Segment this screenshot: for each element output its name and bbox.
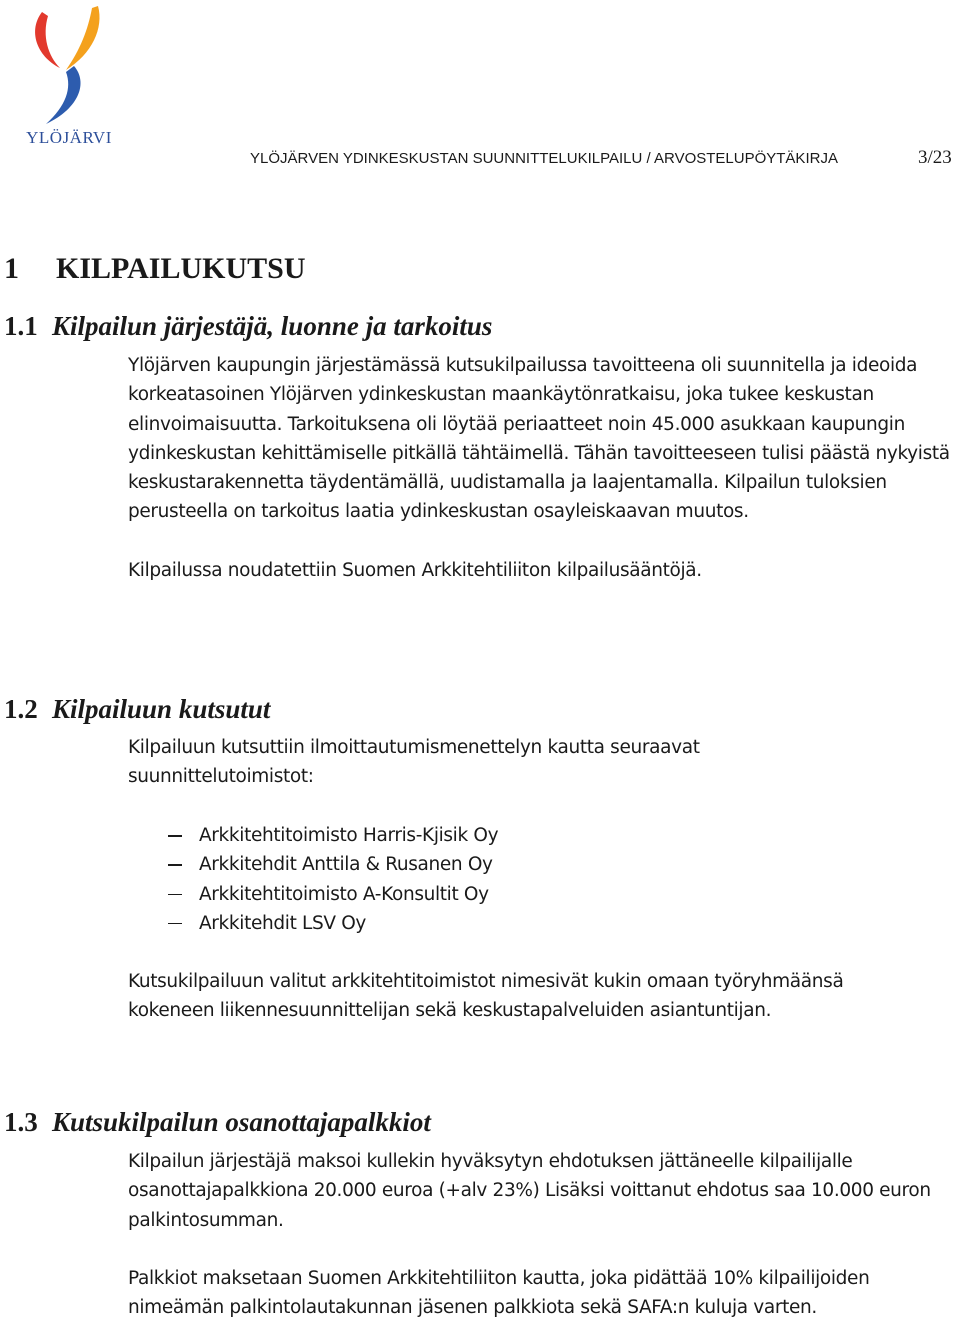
ylojarvi-logo-icon xyxy=(22,4,112,128)
section-1-3-body xyxy=(128,1147,943,1323)
dash-bullet-icon xyxy=(168,864,182,866)
subsection-number: 1.2 xyxy=(4,694,38,724)
ylojarvi-logo xyxy=(22,4,112,152)
invited-offices-list xyxy=(168,821,498,938)
subsection-number: 1.1 xyxy=(4,311,38,341)
running-header: YLÖJÄRVEN YDINKESKUSTAN SUUNNITTELUKILPAILU / ARVOSTELUPÖYTÄKIRJA xyxy=(250,150,838,167)
paragraph: Kutsukilpailuun valitut arkkitehtitoimistot nimesivät kukin omaan työryhmäänsä kokeneen liikennesuunnittelijan sekä keskustapalveluiden asiantuntijan. xyxy=(128,971,844,1022)
paragraph: Palkkiot maksetaan Suomen Arkkitehtiliiton kautta, joka pidättää 10% kilpailijoiden nimeämän palkintolautakunnan jäsenen palkkiota sekä SAFA:n kuluja varten. xyxy=(128,1268,870,1319)
subsection-title: Kilpailun järjestäjä, luonne ja tarkoitus xyxy=(52,311,493,341)
paragraph: Kilpailuun kutsuttiin ilmoittautumismenettelyn kautta seuraavat suunnittelutoimistot: xyxy=(128,737,700,788)
dash-bullet-icon xyxy=(168,923,182,925)
subsection-title: Kutsukilpailun osanottajapalkkiot xyxy=(52,1107,431,1137)
subsection-title: Kilpailuun kutsutut xyxy=(52,694,271,724)
subsection-heading-1-1 xyxy=(4,311,492,342)
section-heading-1 xyxy=(4,252,306,286)
section-title: KILPAILUKUTSU xyxy=(56,252,306,285)
page-number: 3/23 xyxy=(918,147,952,168)
list-item: Arkkitehtitoimisto A-Konsultit Oy xyxy=(168,880,498,909)
paragraph: Kilpailussa noudatettiin Suomen Arkkitehtiliiton kilpailusääntöjä. xyxy=(128,560,702,582)
subsection-heading-1-2 xyxy=(4,694,270,725)
section-1-2-intro xyxy=(128,733,768,792)
list-item: Arkkitehdit Anttila & Rusanen Oy xyxy=(168,850,498,879)
list-item: Arkkitehdit LSV Oy xyxy=(168,909,498,938)
list-item: Arkkitehtitoimisto Harris-Kjisik Oy xyxy=(168,821,498,850)
section-1-2-body xyxy=(128,967,928,1026)
logo-wordmark: YLÖJÄRVI xyxy=(26,128,112,147)
section-number: 1 xyxy=(4,252,19,285)
dash-bullet-icon xyxy=(168,835,182,837)
paragraph: Ylöjärven kaupungin järjestämässä kutsukilpailussa tavoitteena oli suunnitella ja ideoida korkeatasoinen Ylöjärven ydinkeskustan maankäytönratkaisu, joka tukee keskustan elinvoimaisuutta. Tarkoituksena oli löytää periaatteet noin 45.000 asukkaan kaupungin ydinkeskustan kehittämiselle pitkällä tähtäimellä. Tähän tavoitteeseen tulisi päästä nykyistä keskustarakennetta täydentämällä, uudistamalla ja laajentamalla. Kilpailun tuloksien perusteella on tarkoitus laatia ydinkeskustan osayleiskaavan muutos. xyxy=(128,355,950,523)
paragraph: Kilpailun järjestäjä maksoi kullekin hyväksytyn ehdotuksen jättäneelle kilpailijalle osanottajapalkkiona 20.000 euroa (+alv 23%) Lisäksi voittanut ehdotus saa 10.000 euron palkintosumman. xyxy=(128,1151,931,1231)
subsection-number: 1.3 xyxy=(4,1107,38,1137)
subsection-heading-1-3 xyxy=(4,1107,431,1138)
section-1-1-body xyxy=(128,351,953,585)
dash-bullet-icon xyxy=(168,894,182,896)
